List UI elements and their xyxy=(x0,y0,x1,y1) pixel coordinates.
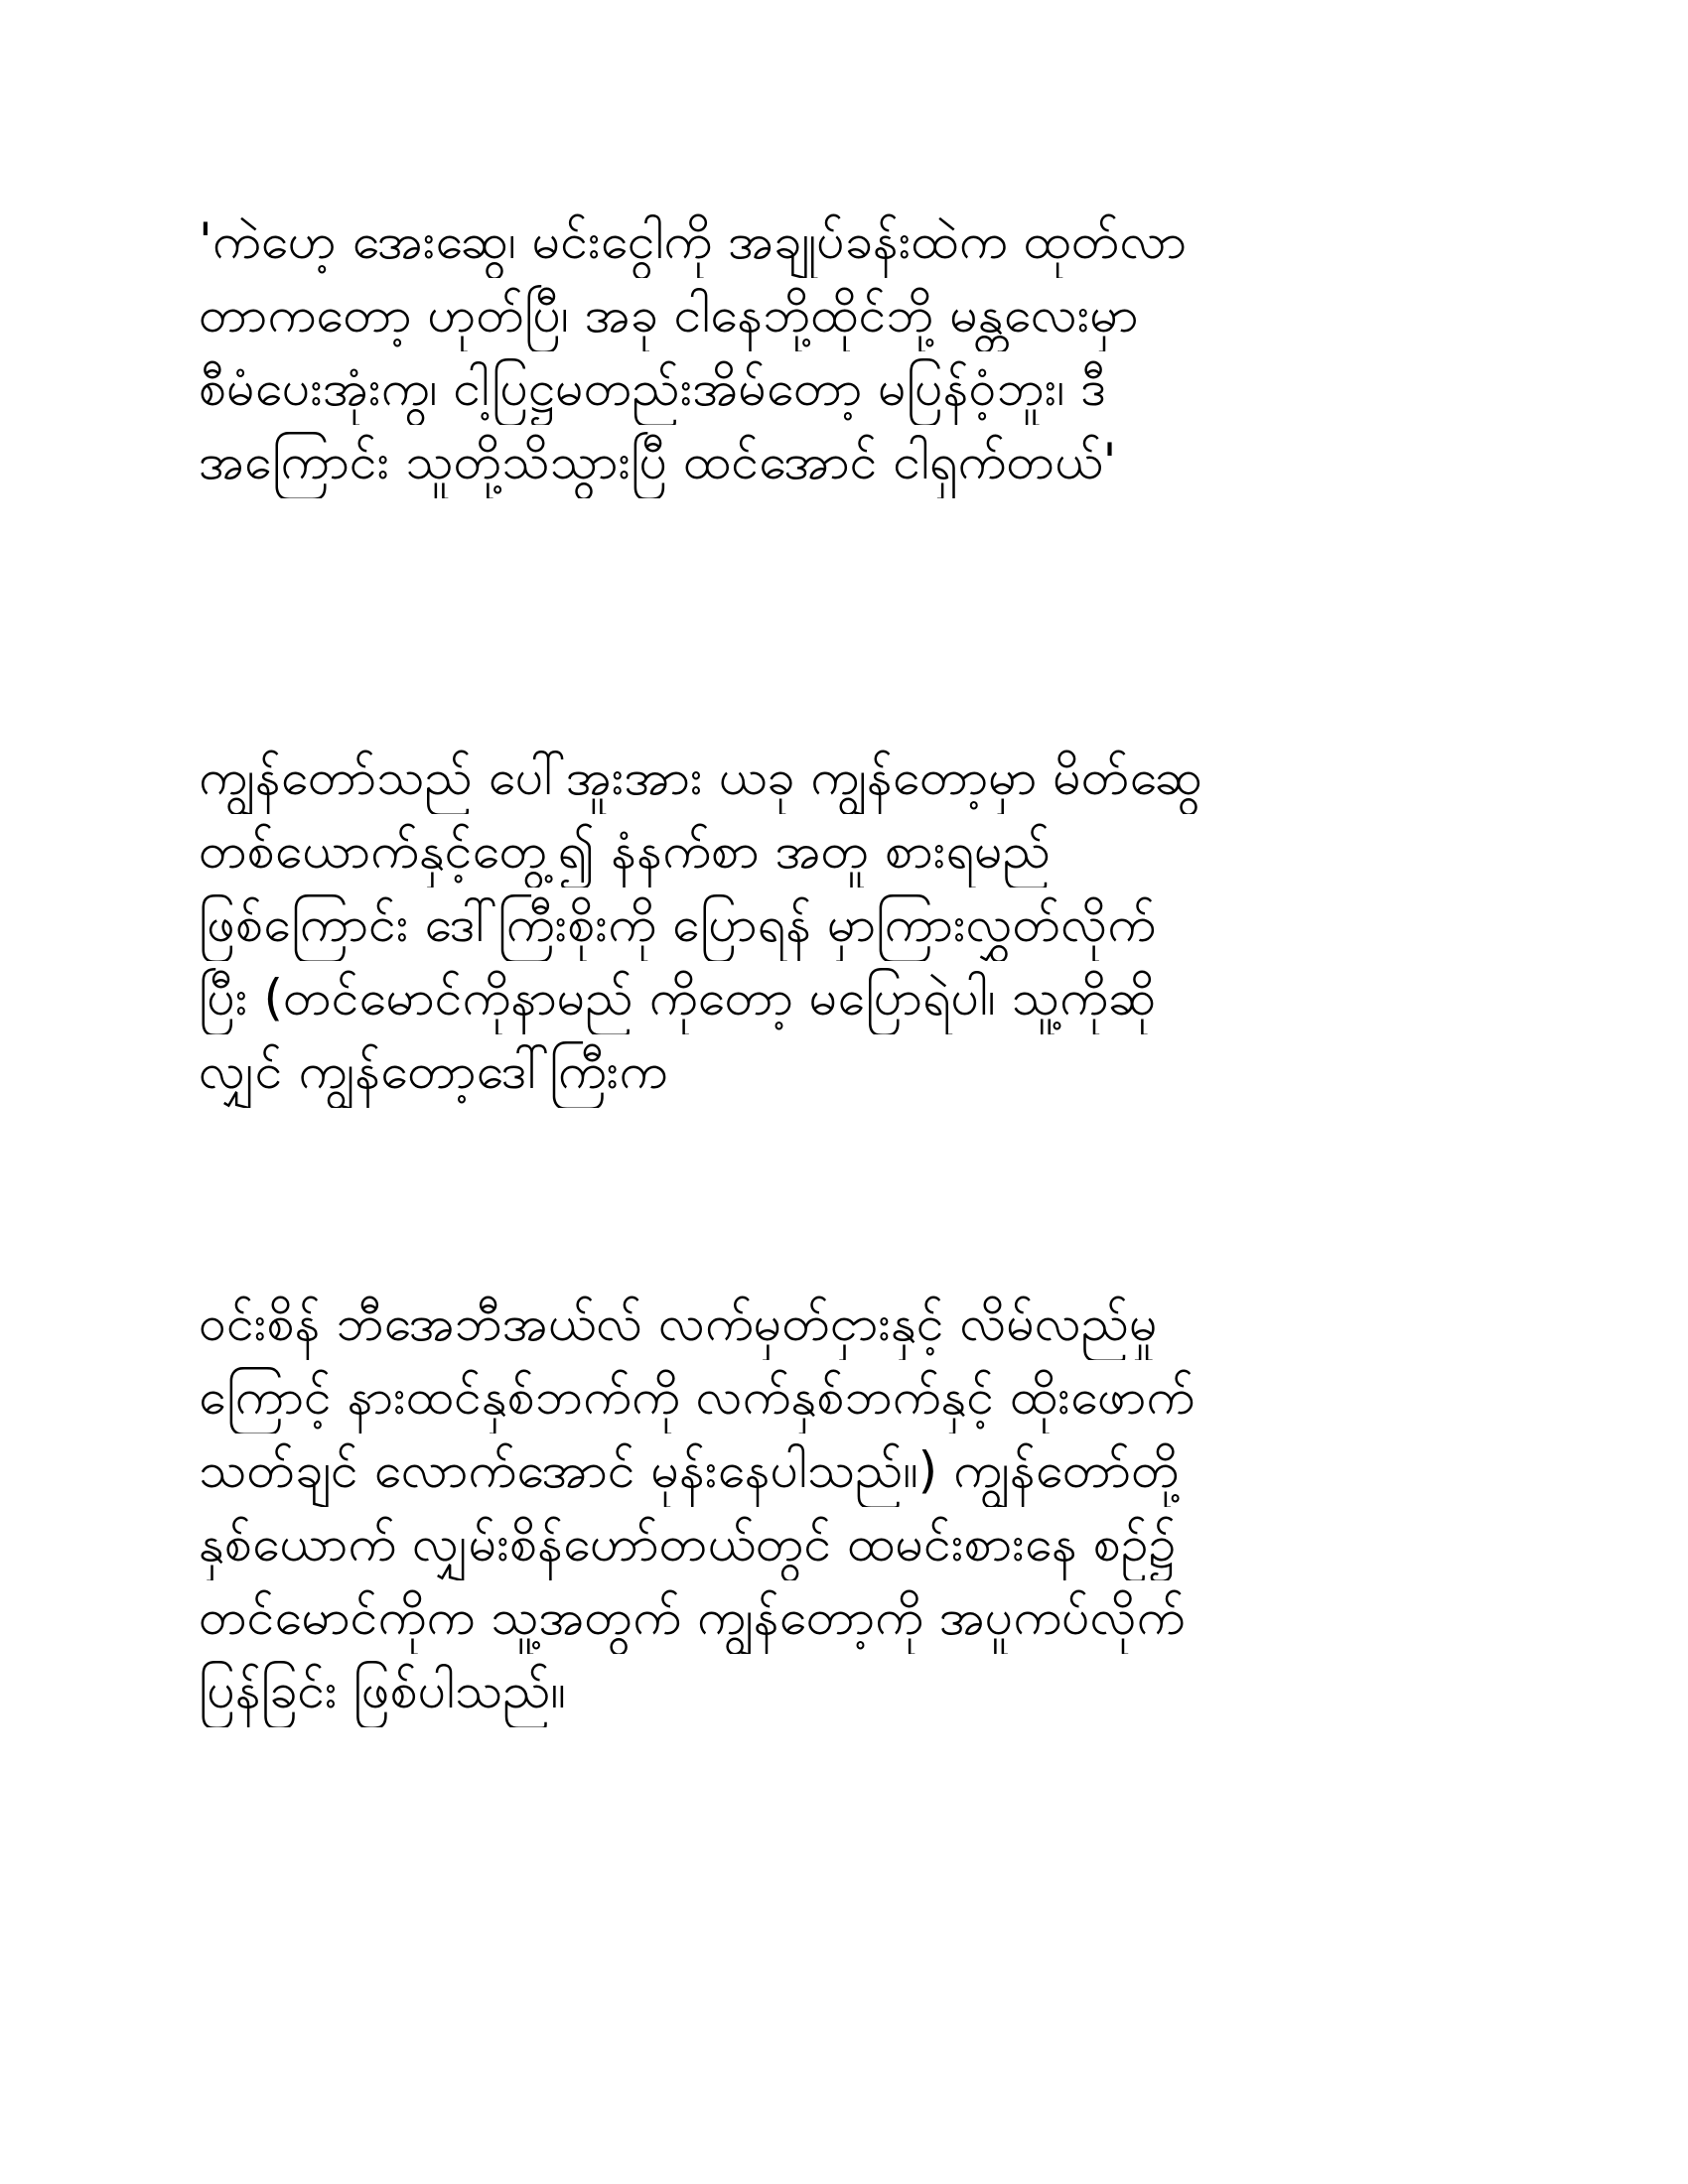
text-line: လျှင် ကျွန်တော့ဒေါ်ကြီးက xyxy=(199,1042,668,1100)
text-line: နှစ်ယောက် လျှမ်းစိန်ဟော်တယ်တွင် ထမင်းစားနေ စဉ်၌ xyxy=(199,1515,1177,1572)
paragraph-dialogue xyxy=(199,205,1479,498)
text-line: တင်မောင်ကိုက သူ့အတွက် ကျွန်တော့ကို အပူကပ်လိုက် xyxy=(199,1588,1186,1646)
paragraph-narration-2 xyxy=(199,1287,1479,1727)
text-line: ပြန်ခြင်း ဖြစ်ပါသည်။ xyxy=(199,1662,566,1719)
text-line: ကြောင့် နားထင်နှစ်ဘက်ကို လက်နှစ်ဘက်နှင့် ထိုးဖောက် xyxy=(199,1368,1196,1426)
text-line: အကြောင်း သူတို့သိသွားပြီ ထင်အောင် ငါရှက်တယ်' xyxy=(199,433,1117,490)
text-line: ဝင်းစိန် ဘီအေဘီအယ်လ် လက်မှတ်ငှားနှင့် လိမ်လည်မှု xyxy=(199,1295,1158,1352)
text-line: 'ကဲဟေ့ အေးဆွေ၊ မင်းငွေါကို အချုပ်ခန်းထဲက ထုတ်လာ xyxy=(199,212,1188,270)
text-line: စီမံပေးအုံးကွ၊ ငါ့ပြဋ္ဌမတည်းအိမ်တော့ မပြန်ဝံ့ဘူး၊ ဒီ xyxy=(199,359,1107,417)
text-line: တစ်ယောက်နှင့်တွေ့၍ နံနက်စာ အတူ စားရမည် xyxy=(199,822,1052,880)
text-line: ပြီး (တင်မောင်ကိုနာမည် ကိုတော့ မပြောရဲပါ၊ သူ့ကိုဆို xyxy=(199,969,1157,1026)
paragraph-narration-1 xyxy=(199,741,1479,1108)
text-line: ကျွန်တော်သည် ပေါ်အူးအား ယခု ကျွန်တော့မှာ မိတ်ဆွေ xyxy=(199,749,1202,806)
text-line: သတ်ချင် လောက်အောင် မုန်းနေပါသည်။) ကျွန်တော်တို့ xyxy=(199,1441,1180,1499)
text-line: ဖြစ်ကြောင်း ဒေါ်ကြီးစိုးကို ပြောရန် မှာကြားလွှတ်လိုက် xyxy=(199,895,1157,953)
text-line: တာကတော့ ဟုတ်ပြီ၊ အခု ငါနေဘို့ထိုင်ဘို့ မန္တလေးမှာ xyxy=(199,286,1139,343)
